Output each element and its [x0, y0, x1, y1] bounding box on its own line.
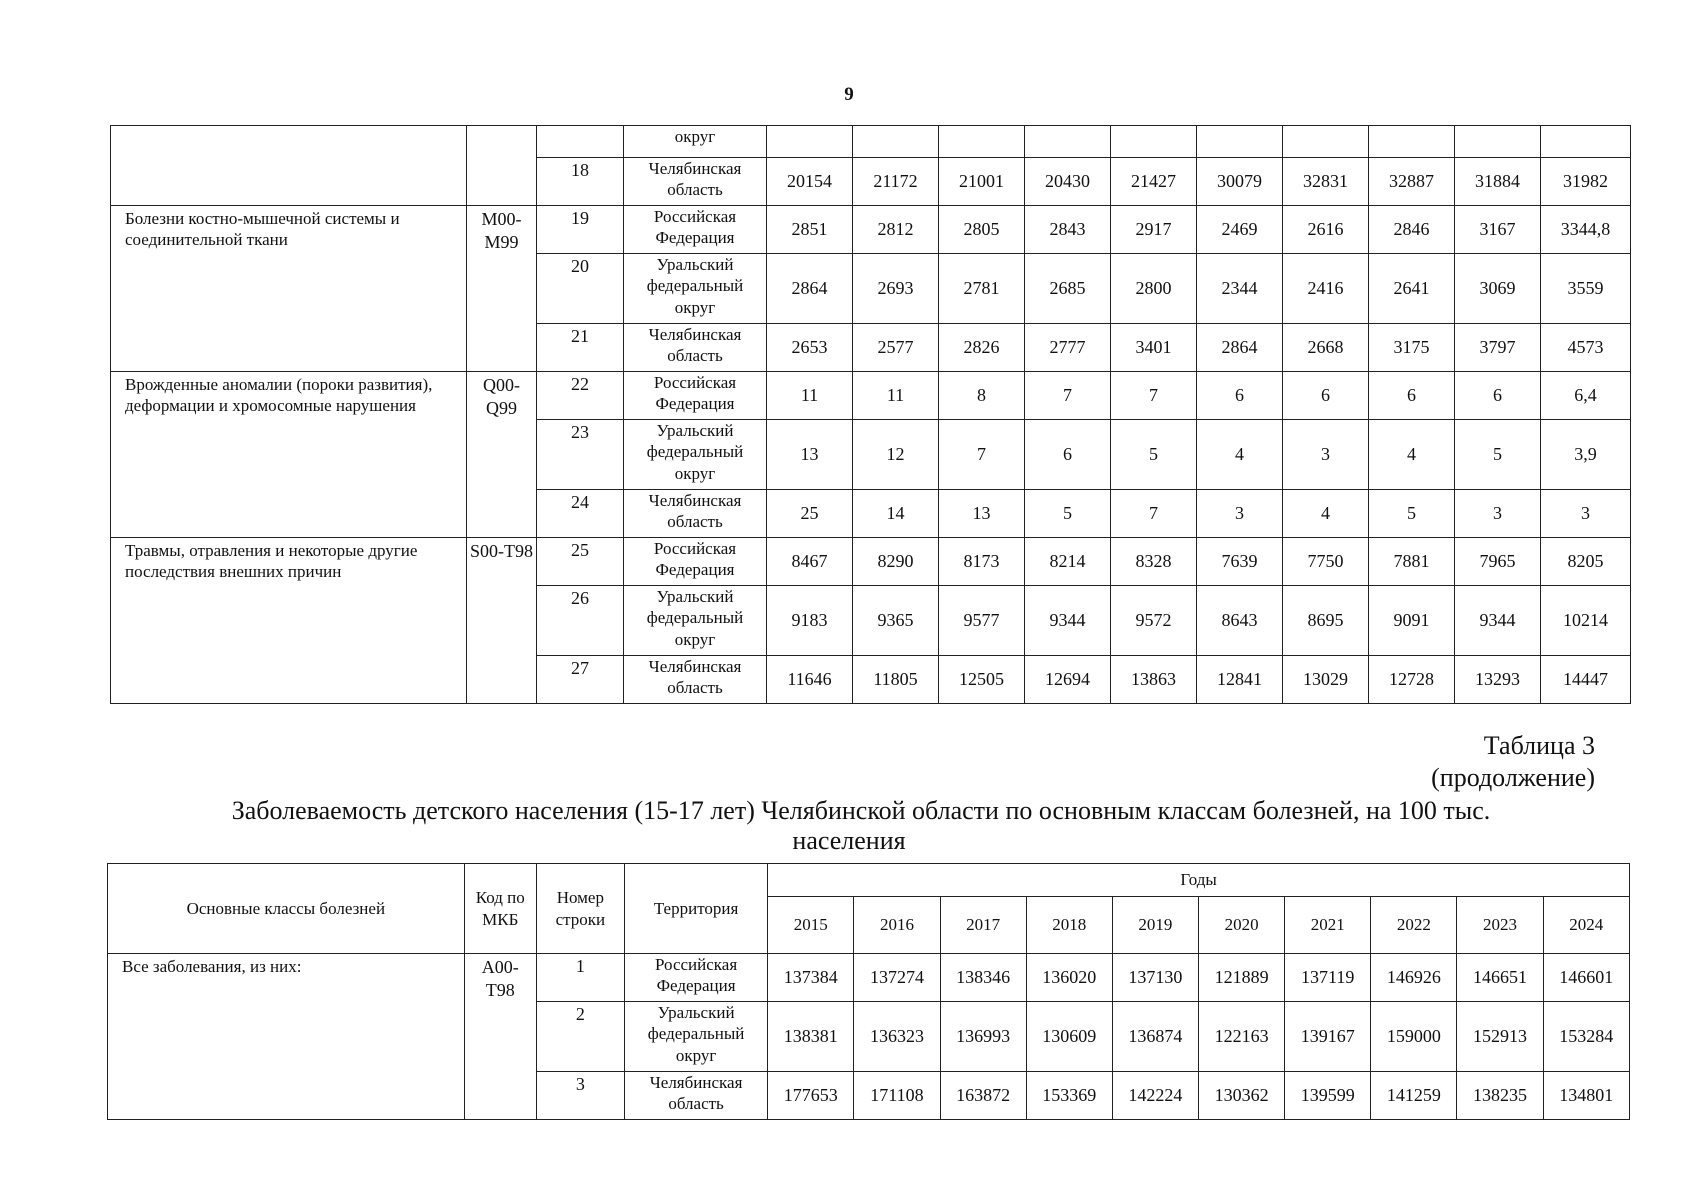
value-cell: 137384	[768, 954, 854, 1002]
value-cell: 3	[1197, 490, 1283, 538]
value-cell: 3344,8	[1541, 206, 1631, 254]
icd-code-cell: S00-T98	[467, 538, 537, 704]
value-cell: 8467	[767, 538, 853, 586]
value-cell: 9572	[1111, 586, 1197, 656]
value-cell: 2843	[1025, 206, 1111, 254]
header-year: 2018	[1026, 897, 1112, 954]
row-number-cell: 19	[537, 206, 624, 254]
value-cell: 136874	[1112, 1002, 1198, 1072]
value-cell: 12728	[1369, 656, 1455, 704]
value-cell: 141259	[1371, 1072, 1457, 1120]
row-number-cell: 22	[537, 372, 624, 420]
header-year: 2022	[1371, 897, 1457, 954]
row-number-cell: 23	[537, 420, 624, 490]
value-cell: 146926	[1371, 954, 1457, 1002]
value-cell: 159000	[1371, 1002, 1457, 1072]
table-row	[111, 206, 1631, 254]
value-cell: 3	[1283, 420, 1369, 490]
value-cell: 6	[1025, 420, 1111, 490]
value-cell: 7	[1111, 372, 1197, 420]
value-cell: 4	[1369, 420, 1455, 490]
value-cell: 2800	[1111, 254, 1197, 324]
value-cell: 7	[1025, 372, 1111, 420]
value-cell: 171108	[854, 1072, 940, 1120]
value-cell: 8205	[1541, 538, 1631, 586]
value-cell: 5	[1025, 490, 1111, 538]
value-cell: 12841	[1197, 656, 1283, 704]
value-cell: 2344	[1197, 254, 1283, 324]
value-cell: 5	[1111, 420, 1197, 490]
disease-class-cell	[111, 126, 467, 206]
value-cell: 8214	[1025, 538, 1111, 586]
value-cell: 11805	[853, 656, 939, 704]
value-cell: 6	[1369, 372, 1455, 420]
value-cell: 163872	[940, 1072, 1026, 1120]
value-cell: 138235	[1457, 1072, 1543, 1120]
value-cell: 3	[1455, 490, 1541, 538]
icd-code-cell: А00-Т98	[464, 954, 536, 1120]
value-cell: 12	[853, 420, 939, 490]
value-cell: 3069	[1455, 254, 1541, 324]
value-cell: 2812	[853, 206, 939, 254]
territory-cell: Российская Федерация	[624, 954, 767, 1002]
row-number-cell: 26	[537, 586, 624, 656]
value-cell: 2777	[1025, 324, 1111, 372]
value-cell: 2577	[853, 324, 939, 372]
value-cell: 9183	[767, 586, 853, 656]
value-cell: 9091	[1369, 586, 1455, 656]
value-cell: 9365	[853, 586, 939, 656]
row-number-cell: 1	[536, 954, 624, 1002]
territory-cell: Российская Федерация	[624, 538, 767, 586]
value-cell: 3167	[1455, 206, 1541, 254]
value-cell: 5	[1455, 420, 1541, 490]
territory-cell: Челябинская область	[624, 1072, 767, 1120]
value-cell: 2469	[1197, 206, 1283, 254]
value-cell	[767, 126, 853, 158]
value-cell: 3	[1541, 490, 1631, 538]
header-years: Годы	[768, 864, 1630, 897]
table-caption: Заболеваемость детского населения (15-17 лет) Челябинской области по основным классам болезней, на 100 тыс.	[231, 796, 1491, 825]
value-cell: 25	[767, 490, 853, 538]
territory-cell: Челябинская область	[624, 324, 767, 372]
header-icd-code: Код по МКБ	[464, 864, 536, 954]
header-row	[108, 864, 1630, 897]
value-cell: 3559	[1541, 254, 1631, 324]
value-cell: 2616	[1283, 206, 1369, 254]
value-cell: 7639	[1197, 538, 1283, 586]
value-cell	[1197, 126, 1283, 158]
header-year: 2023	[1457, 897, 1543, 954]
value-cell: 20154	[767, 158, 853, 206]
value-cell: 2641	[1369, 254, 1455, 324]
value-cell: 11646	[767, 656, 853, 704]
value-cell: 9344	[1025, 586, 1111, 656]
page-number: 9	[844, 84, 854, 105]
table-continuation-label: (продолжение)	[1431, 763, 1595, 792]
territory-cell: Челябинская область	[624, 656, 767, 704]
disease-class-cell: Травмы, отравления и некоторые другие последствия внешних причин	[111, 538, 467, 704]
value-cell: 136323	[854, 1002, 940, 1072]
value-cell: 13029	[1283, 656, 1369, 704]
table-row	[111, 538, 1631, 586]
value-cell: 6	[1455, 372, 1541, 420]
value-cell: 14	[853, 490, 939, 538]
header-year: 2019	[1112, 897, 1198, 954]
value-cell: 20430	[1025, 158, 1111, 206]
territory-cell: Челябинская область	[624, 158, 767, 206]
value-cell	[1369, 126, 1455, 158]
value-cell: 14447	[1541, 656, 1631, 704]
table-header	[108, 864, 1630, 954]
disease-class-cell: Все заболевания, из них:	[108, 954, 465, 1120]
value-cell: 32831	[1283, 158, 1369, 206]
value-cell: 2851	[767, 206, 853, 254]
value-cell: 138346	[940, 954, 1026, 1002]
value-cell: 21001	[939, 158, 1025, 206]
row-number-cell: 20	[537, 254, 624, 324]
value-cell: 21172	[853, 158, 939, 206]
row-number-cell: 27	[537, 656, 624, 704]
value-cell	[1283, 126, 1369, 158]
value-cell: 3175	[1369, 324, 1455, 372]
value-cell: 136993	[940, 1002, 1026, 1072]
territory-cell: Уральский федеральный округ	[624, 1002, 767, 1072]
territory-cell: Уральский федеральный округ	[624, 254, 767, 324]
value-cell	[1541, 126, 1631, 158]
header-year: 2024	[1543, 897, 1629, 954]
table-row	[108, 954, 1630, 1002]
value-cell: 137274	[854, 954, 940, 1002]
value-cell: 4	[1283, 490, 1369, 538]
header-year: 2020	[1198, 897, 1284, 954]
value-cell: 8328	[1111, 538, 1197, 586]
value-cell: 12505	[939, 656, 1025, 704]
value-cell: 2846	[1369, 206, 1455, 254]
row-number-cell: 21	[537, 324, 624, 372]
value-cell: 2864	[767, 254, 853, 324]
icd-code-cell: Q00-Q99	[467, 372, 537, 538]
value-cell: 6	[1197, 372, 1283, 420]
value-cell: 2917	[1111, 206, 1197, 254]
value-cell: 137119	[1285, 954, 1371, 1002]
value-cell: 2864	[1197, 324, 1283, 372]
value-cell	[1025, 126, 1111, 158]
value-cell: 30079	[1197, 158, 1283, 206]
row-number-cell: 2	[536, 1002, 624, 1072]
value-cell: 177653	[768, 1072, 854, 1120]
value-cell: 2826	[939, 324, 1025, 372]
table-row	[111, 372, 1631, 420]
value-cell: 137130	[1112, 954, 1198, 1002]
value-cell: 2668	[1283, 324, 1369, 372]
value-cell: 9577	[939, 586, 1025, 656]
value-cell: 139167	[1285, 1002, 1371, 1072]
value-cell: 12694	[1025, 656, 1111, 704]
territory-cell: Уральский федеральный округ	[624, 420, 767, 490]
value-cell	[1455, 126, 1541, 158]
value-cell: 9344	[1455, 586, 1541, 656]
value-cell: 142224	[1112, 1072, 1198, 1120]
value-cell: 138381	[768, 1002, 854, 1072]
disease-class-cell: Болезни костно-мышечной системы и соединительной ткани	[111, 206, 467, 372]
header-disease-class: Основные классы болезней	[108, 864, 465, 954]
value-cell: 4	[1197, 420, 1283, 490]
value-cell: 4573	[1541, 324, 1631, 372]
value-cell: 8643	[1197, 586, 1283, 656]
value-cell	[853, 126, 939, 158]
icd-code-cell	[467, 126, 537, 206]
value-cell: 31884	[1455, 158, 1541, 206]
value-cell: 11	[853, 372, 939, 420]
row-number-cell	[537, 126, 624, 158]
value-cell: 21427	[1111, 158, 1197, 206]
territory-cell: Уральский федеральный округ	[624, 586, 767, 656]
value-cell: 130362	[1198, 1072, 1284, 1120]
value-cell: 7750	[1283, 538, 1369, 586]
value-cell: 146601	[1543, 954, 1629, 1002]
value-cell: 8173	[939, 538, 1025, 586]
territory-cell: Российская Федерация	[624, 206, 767, 254]
value-cell: 13293	[1455, 656, 1541, 704]
row-number-cell: 18	[537, 158, 624, 206]
value-cell: 8695	[1283, 586, 1369, 656]
header-territory: Территория	[624, 864, 767, 954]
row-number-cell: 3	[536, 1072, 624, 1120]
value-cell: 31982	[1541, 158, 1631, 206]
value-cell: 121889	[1198, 954, 1284, 1002]
table-body	[108, 954, 1630, 1120]
value-cell: 7881	[1369, 538, 1455, 586]
value-cell: 130609	[1026, 1002, 1112, 1072]
value-cell: 10214	[1541, 586, 1631, 656]
row-number-cell: 25	[537, 538, 624, 586]
value-cell: 2685	[1025, 254, 1111, 324]
header-year: 2015	[768, 897, 854, 954]
top-table-body	[111, 126, 1631, 704]
value-cell	[1111, 126, 1197, 158]
value-cell: 6	[1283, 372, 1369, 420]
value-cell: 122163	[1198, 1002, 1284, 1072]
value-cell: 3,9	[1541, 420, 1631, 490]
value-cell: 2416	[1283, 254, 1369, 324]
value-cell: 5	[1369, 490, 1455, 538]
value-cell: 8290	[853, 538, 939, 586]
value-cell: 3401	[1111, 324, 1197, 372]
territory-cell: Челябинская область	[624, 490, 767, 538]
territory-cell: округ	[624, 126, 767, 158]
value-cell: 7	[939, 420, 1025, 490]
value-cell: 139599	[1285, 1072, 1371, 1120]
value-cell: 2781	[939, 254, 1025, 324]
incidence-table-part	[110, 125, 1631, 704]
row-number-cell: 24	[537, 490, 624, 538]
value-cell	[939, 126, 1025, 158]
incidence-table-3	[107, 863, 1630, 1120]
header-year: 2016	[854, 897, 940, 954]
value-cell: 152913	[1457, 1002, 1543, 1072]
header-year: 2017	[940, 897, 1026, 954]
icd-code-cell: М00-М99	[467, 206, 537, 372]
value-cell: 32887	[1369, 158, 1455, 206]
value-cell: 146651	[1457, 954, 1543, 1002]
territory-cell: Российская Федерация	[624, 372, 767, 420]
value-cell: 13	[939, 490, 1025, 538]
value-cell: 7965	[1455, 538, 1541, 586]
value-cell: 153369	[1026, 1072, 1112, 1120]
value-cell: 7	[1111, 490, 1197, 538]
value-cell: 136020	[1026, 954, 1112, 1002]
header-year: 2021	[1285, 897, 1371, 954]
value-cell: 8	[939, 372, 1025, 420]
value-cell: 3797	[1455, 324, 1541, 372]
value-cell: 2805	[939, 206, 1025, 254]
value-cell: 2653	[767, 324, 853, 372]
value-cell: 153284	[1543, 1002, 1629, 1072]
disease-class-cell: Врожденные аномалии (пороки развития), деформации и хромосомные нарушения	[111, 372, 467, 538]
value-cell: 6,4	[1541, 372, 1631, 420]
table-label: Таблица 3	[1483, 731, 1595, 760]
value-cell: 13863	[1111, 656, 1197, 704]
table-row	[111, 126, 1631, 158]
value-cell: 13	[767, 420, 853, 490]
value-cell: 2693	[853, 254, 939, 324]
value-cell: 134801	[1543, 1072, 1629, 1120]
header-row-number: Номер строки	[536, 864, 624, 954]
table-caption-continued: населения	[792, 826, 906, 855]
value-cell: 11	[767, 372, 853, 420]
